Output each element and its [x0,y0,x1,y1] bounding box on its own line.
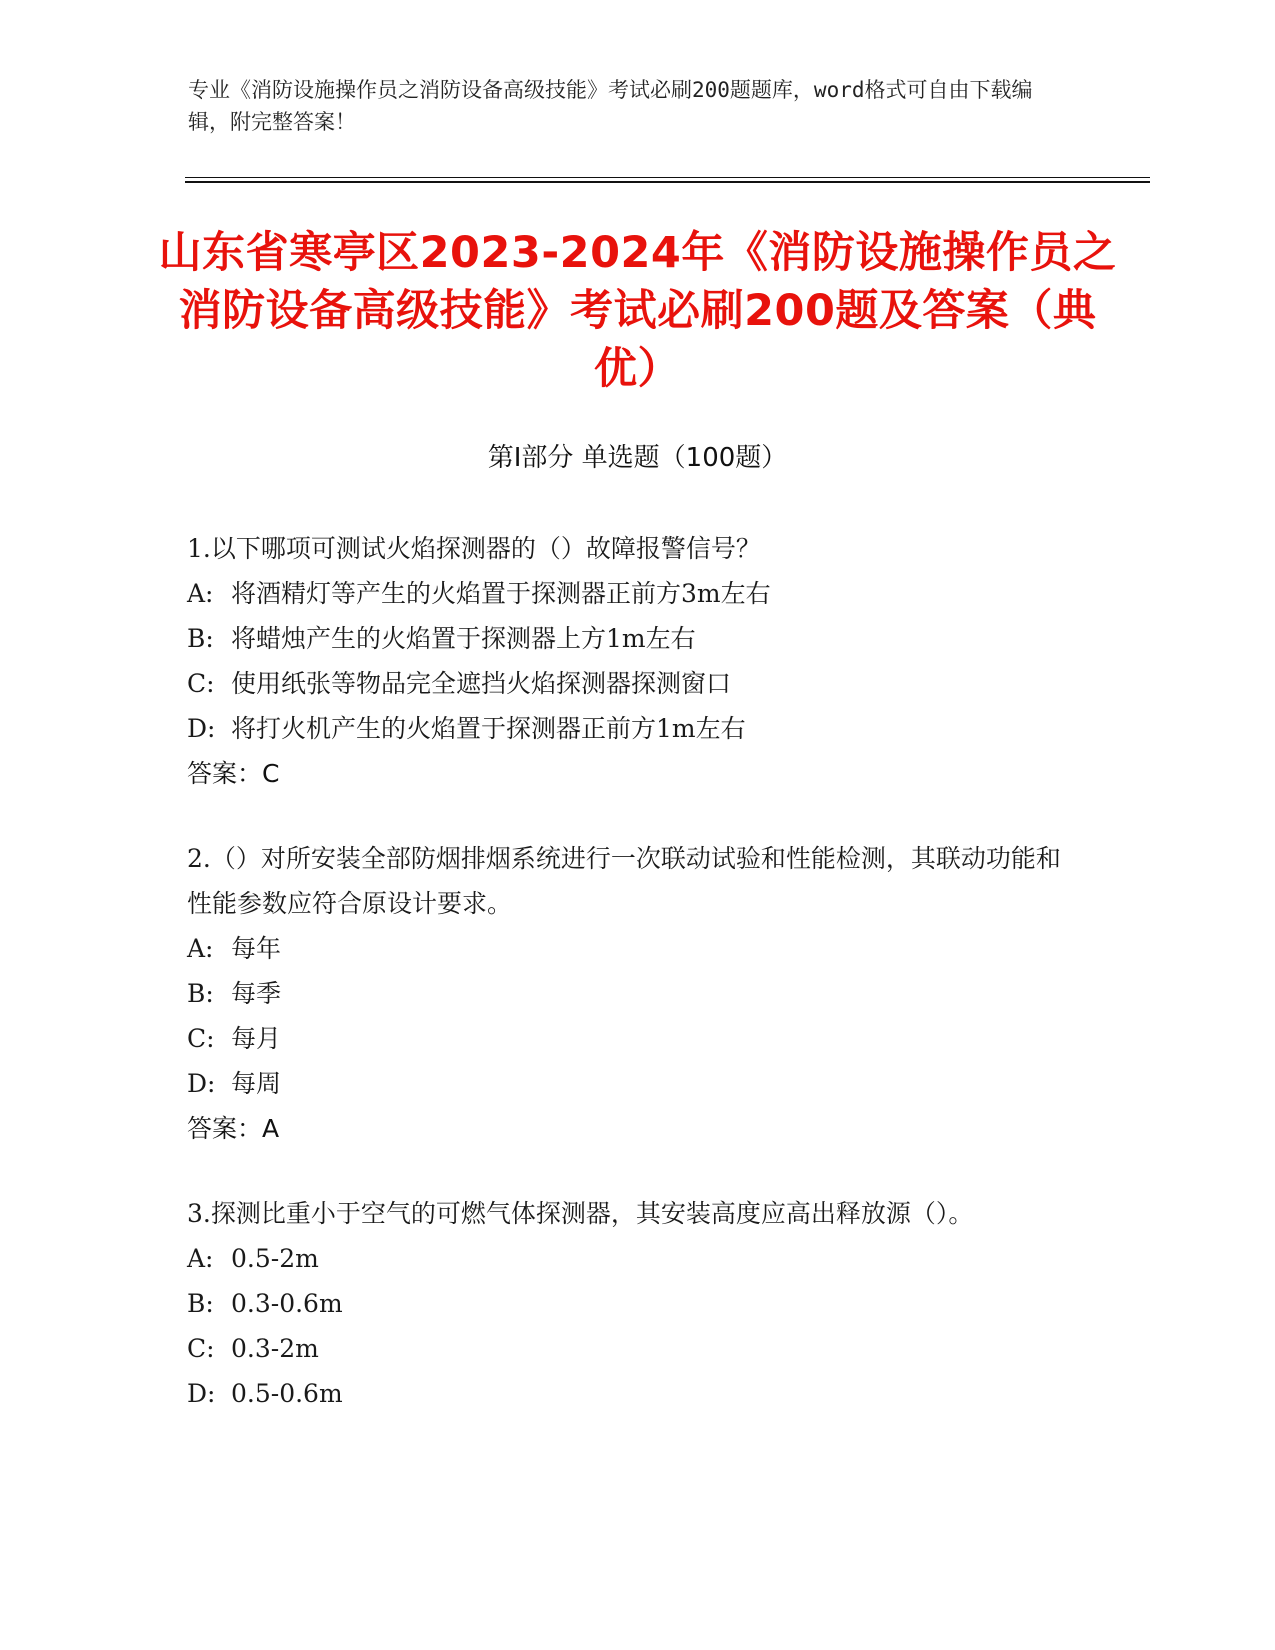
option-letter: A: [187,579,214,608]
option-text: 0.5-2m [231,1244,319,1273]
option-text: 每周 [231,1069,282,1098]
header-rule-thick [185,181,1150,183]
option-c [187,1326,1067,1371]
question-1 [187,526,1067,796]
option-a [187,1236,1067,1281]
option-letter: D: [187,1069,216,1098]
option-letter: C: [187,1334,215,1363]
option-b [187,616,1067,661]
option-text: 每月 [231,1024,282,1053]
option-d [187,706,1067,751]
option-text: 将酒精灯等产生的火焰置于探测器正前方3m左右 [231,579,771,608]
option-a [187,926,1067,971]
option-text: 0.3-0.6m [231,1289,343,1318]
option-letter: B: [187,979,214,1008]
option-d [187,1371,1067,1416]
option-letter: C: [187,1024,215,1053]
option-text: 将蜡烛产生的火焰置于探测器上方1m左右 [231,624,696,653]
question-list [187,526,1067,1456]
option-b [187,971,1067,1016]
question-2 [187,836,1067,1151]
option-letter: A: [187,934,214,963]
section-heading: 第I部分 单选题（100题） [487,443,788,473]
option-text: 0.5-0.6m [231,1379,343,1408]
question-stem: 2.（）对所安装全部防烟排烟系统进行一次联动试验和性能检测，其联动功能和性能参数应符合原设计要求。 [187,844,1061,918]
option-text: 使用纸张等物品完全遮挡火焰探测器探测窗口 [231,669,732,698]
header-rule-thin [185,177,1150,178]
option-letter: B: [187,624,214,653]
answer-line: 答案：A [187,1114,280,1143]
header-note: 专业《消防设施操作员之消防设备高级技能》考试必刷200题题库，word格式可自由下载编辑，附完整答案！ [188,78,1033,134]
option-b [187,1281,1067,1326]
option-text: 0.3-2m [231,1334,319,1363]
option-c [187,661,1067,706]
option-letter: A: [187,1244,214,1273]
option-letter: B: [187,1289,214,1318]
option-letter: D: [187,714,216,743]
option-text: 每季 [231,979,282,1008]
question-stem: 3.探测比重小于空气的可燃气体探测器，其安装高度应高出释放源（）。 [187,1199,974,1228]
document-title: 山东省寒亭区2023-2024年《消防设施操作员之消防设备高级技能》考试必刷200题及答案（典优） [158,228,1117,394]
question-stem: 1.以下哪项可测试火焰探测器的（）故障报警信号？ [187,534,761,563]
option-letter: C: [187,669,215,698]
question-3 [187,1191,1067,1416]
option-d [187,1061,1067,1106]
option-text: 每年 [231,934,282,963]
answer-line: 答案：C [187,759,280,788]
option-letter: D: [187,1379,216,1408]
option-a [187,571,1067,616]
option-text: 将打火机产生的火焰置于探测器正前方1m左右 [231,714,746,743]
option-c [187,1016,1067,1061]
